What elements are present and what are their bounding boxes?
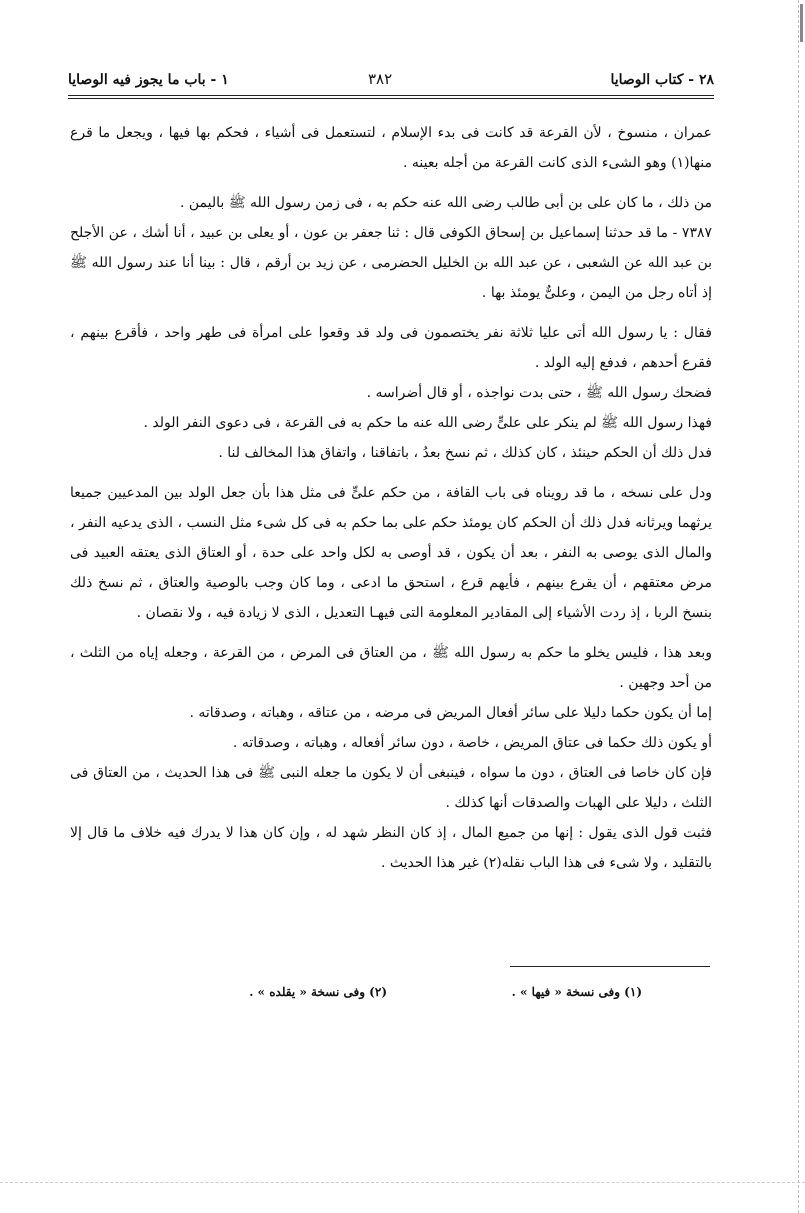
page-number: ٣٨٢ (368, 70, 393, 88)
paragraph-7: فدل ذلك أن الحكم حينئذ ، كان كذلك ، ثم نسخ بعدُ ، باتفاقنا ، واتفاق هذا المخالف لنا . (218, 445, 712, 461)
paragraph-10: إما أن يكون حكما دليلا على سائر أفعال المريض فى مرضه ، من عتاقه ، وهباته ، وصدقاته . (189, 705, 712, 721)
paragraph-11: أو يكون ذلك حكما فى عتاق المريض ، خاصة ، دون سائر أفعاله ، وهباته ، وصدقاته . (232, 735, 712, 751)
hadith-7387: ٧٣٨٧ - ما قد حدثنا إسماعيل بن إسحاق الكوفى قال : ثنا جعفر بن عون ، أو يعلى بن عبيد ، أنا أشك ، عن الأجلح بن عبد الله عن الشعبى ، عن عبد الله بن الخليل الحضرمى ، عن زيد بن أرقم ، قال : بينا أنا عند رسول الله ﷺ إذ أتاه رجل من اليمن ، وعلىٌّ يومئذ بها . (70, 225, 712, 301)
paragraph-4: فقال : يا رسول الله أتى عليا ثلاثة نفر يختصمون فى ولد قد وقعوا على امرأة فى طهر واحد ، فأقرع بينهم ، فقرع أحدهم ، فدفع إليه الولد . (70, 325, 712, 371)
header-rule (68, 95, 714, 96)
header-rule-secondary (68, 98, 714, 99)
paragraph-5: فضحك رسول الله ﷺ ، حتى بدت نواجذه ، أو قال أضراسه . (366, 385, 712, 401)
footnote-2: (٢) وفى نسخة « يقلده » . (249, 985, 387, 999)
page-edge-line (798, 0, 799, 1213)
paragraph-13: فثبت قول الذى يقول : إنها من جميع المال ، إذ كان النظر شهد له ، وإن كان هذا لا يدرك فيه خلاف ما قال إلا بالتقليد ، ولا شىء فى هذا الباب نقله(٢) غير هذا الحديث . (70, 825, 712, 871)
page-bottom-edge (0, 1182, 805, 1183)
paragraph-8: ودل على نسخه ، ما قد رويناه فى باب القافة ، من حكم علىٍّ فى مثل هذا بأن جعل الولد بين المدعيين جميعا يرثهما ويرثانه فدل ذلك أن الحكم كان يومئذ حكم على بما حكم به فى كل شىء مثل النسب ، الذى يدعيه النفر ، والمال الذى يوصى به النفر ، بعد أن يكون ، قد أوصى به لكل واحد على حدة ، أو العتاق الذى يعتقه العبيد فى مرض معتقهم ، أن يقرع بينهم ، فأيهم قرع ، استحق ما ادعى ، وما كان وجب بالوصية والعتاق ، ثم نسخ ذلك بنسخ الربا ، إذ ردت الأشياء إلى المقادير المعلومة التى فيهـا التعديل ، الذى لا زيادة فيه ، ولا نقصان . (70, 485, 712, 621)
paragraph-9: وبعد هذا ، فليس يخلو ما حكم به رسول الله ﷺ ، من العتاق فى المرض ، من القرعة ، وجعله إياه من الثلث ، من أحد وجهين . (70, 645, 712, 691)
paragraph-1: عمران ، منسوخ ، لأن القرعة قد كانت فى بدء الإسلام ، لتستعمل فى أشياء ، فحكم بها فيها ، ويجعل ما قرع منها(١) وهو الشىء الذى كانت القرعة من أجله بعينه . (70, 125, 712, 171)
header-section-title: ١ - باب ما يجوز فيه الوصايا (68, 72, 229, 88)
main-text (70, 118, 712, 878)
footnotes (70, 983, 712, 1007)
footnote-1: (١) وفى نسخة « فيها » . (511, 985, 642, 999)
paragraph-2: من ذلك ، ما كان على بن أبى طالب رضى الله عنه حكم به ، فى زمن رسول الله ﷺ باليمن . (179, 195, 712, 211)
running-header (68, 64, 714, 94)
paragraph-12: فإن كان خاصا فى العتاق ، دون ما سواه ، فينبغى أن لا يكون ما جعله النبى ﷺ فى هذا الحديث ، من العتاق فى الثلث ، دليلا على الهبات والصدقات أنها كذلك . (70, 765, 712, 811)
paragraph-6: فهذا رسول الله ﷺ لم ينكر على علىٍّ رضى الله عنه ما حكم به فى القرعة ، فى دعوى النفر الولد . (143, 415, 712, 431)
footnote-separator (510, 966, 710, 967)
header-chapter-title: ٢٨ - كتاب الوصايا (610, 72, 714, 88)
scan-mark (800, 4, 803, 42)
